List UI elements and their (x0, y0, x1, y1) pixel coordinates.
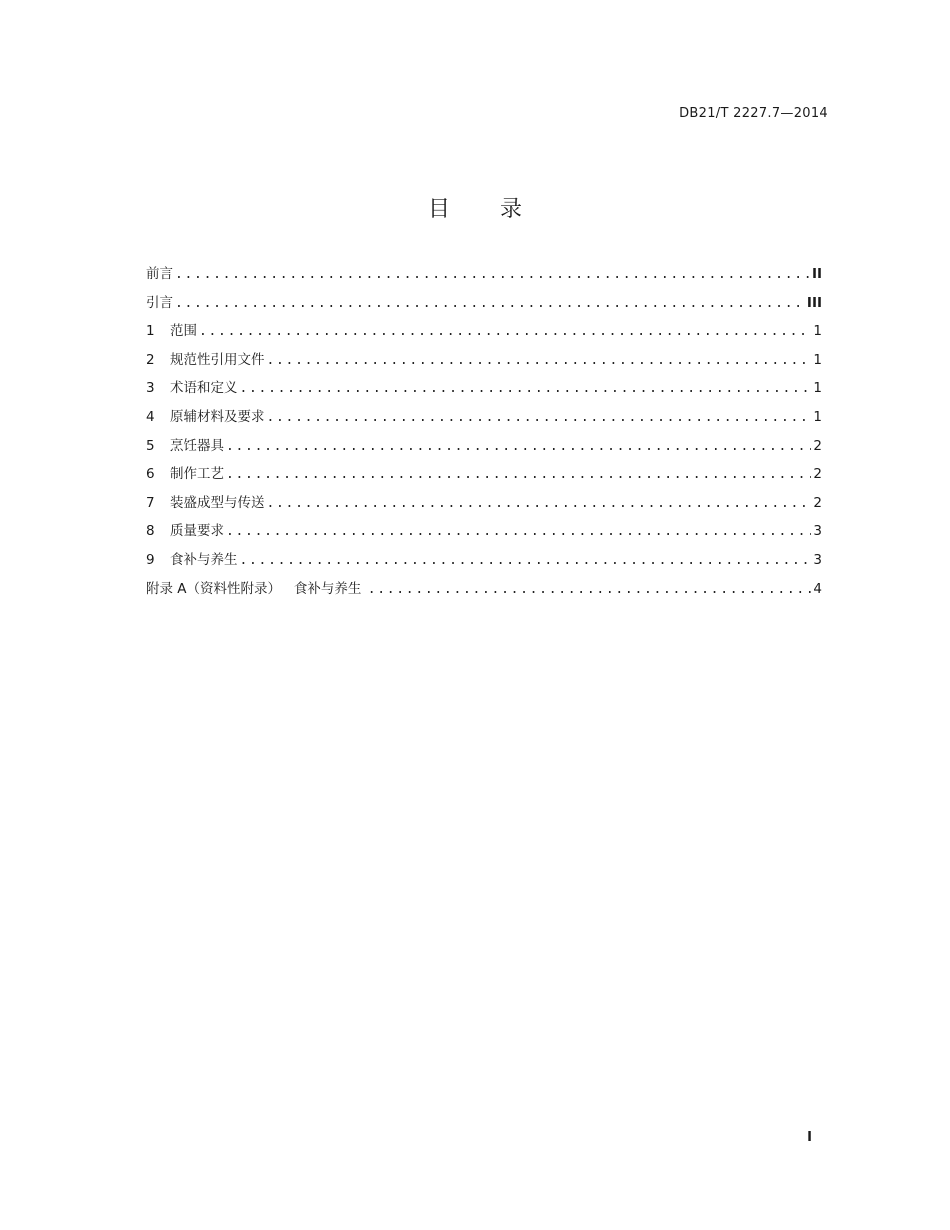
toc-entry-number: 6 (146, 466, 155, 483)
page-number: I (807, 1130, 812, 1145)
toc-entry-label: 制作工艺 (170, 466, 224, 483)
toc-entry-appendix-a[interactable] (146, 577, 822, 606)
toc-entry-number: 2 (146, 351, 155, 368)
document-code: DB21/T 2227.7—2014 (679, 106, 828, 121)
toc-entry-label: 质量要求 (170, 523, 224, 540)
toc-entry-2[interactable] (146, 348, 822, 377)
toc-entry-page: 1 (813, 408, 822, 425)
toc-entry-label: 范围 (170, 323, 197, 340)
toc-leader-dots (240, 377, 812, 401)
toc-entry-label: 引言 (146, 294, 173, 311)
toc-entry-page: 1 (813, 351, 822, 368)
toc-entry-6[interactable] (146, 462, 822, 491)
toc-entry-label: 食补与养生 (170, 551, 238, 568)
toc-entry-page: 2 (813, 466, 822, 483)
toc-entry-1[interactable] (146, 319, 822, 348)
toc-leader-dots (267, 406, 812, 430)
toc-entry-7[interactable] (146, 491, 822, 520)
toc-title-part1: 目 (427, 197, 450, 222)
toc-entry-page: II (811, 266, 822, 282)
toc-entry-page: 3 (813, 523, 822, 540)
table-of-contents (146, 262, 822, 605)
toc-leader-dots (226, 463, 811, 487)
toc-entry-number: 3 (146, 380, 155, 397)
toc-entry-5[interactable] (146, 434, 822, 463)
toc-leader-dots (199, 320, 811, 344)
toc-entry-number: 9 (146, 551, 155, 568)
toc-entry-page: 1 (813, 323, 822, 340)
toc-entry-number: 1 (146, 323, 155, 340)
toc-entry-label: 附录 A（资料性附录） 食补与养生 (146, 580, 366, 597)
toc-entry-number: 7 (146, 494, 155, 511)
toc-entry-number: 4 (146, 408, 155, 425)
toc-entry-number: 5 (146, 437, 155, 454)
toc-entry-number: 8 (146, 523, 155, 540)
toc-entry-page: 2 (813, 437, 822, 454)
toc-entry-4[interactable] (146, 405, 822, 434)
toc-entry-page: 2 (813, 494, 822, 511)
toc-leader-dots (226, 520, 811, 544)
toc-leader-dots (175, 292, 805, 316)
toc-leader-dots (240, 549, 812, 573)
toc-title-part2: 录 (500, 197, 523, 222)
toc-entry-label: 规范性引用文件 (170, 351, 265, 368)
toc-entry-introduction[interactable] (146, 291, 822, 320)
toc-entry-page: 3 (813, 551, 822, 568)
toc-entry-9[interactable] (146, 548, 822, 577)
toc-leader-dots (368, 578, 812, 602)
toc-leader-dots (175, 263, 810, 287)
toc-leader-dots (267, 492, 812, 516)
toc-leader-dots (267, 349, 812, 373)
toc-entry-page: 1 (813, 380, 822, 397)
toc-entry-8[interactable] (146, 519, 822, 548)
toc-entry-label: 装盛成型与传送 (170, 494, 265, 511)
toc-entry-foreword[interactable] (146, 262, 822, 291)
toc-entry-page: III (806, 294, 822, 311)
toc-entry-label: 术语和定义 (170, 380, 238, 397)
toc-title (0, 192, 950, 223)
toc-entry-3[interactable] (146, 376, 822, 405)
toc-entry-label: 原辅材料及要求 (170, 408, 265, 425)
toc-entry-page: 4 (813, 580, 822, 597)
toc-entry-label: 烹饪器具 (170, 437, 224, 454)
toc-leader-dots (226, 435, 811, 459)
toc-entry-label: 前言 (146, 266, 173, 282)
